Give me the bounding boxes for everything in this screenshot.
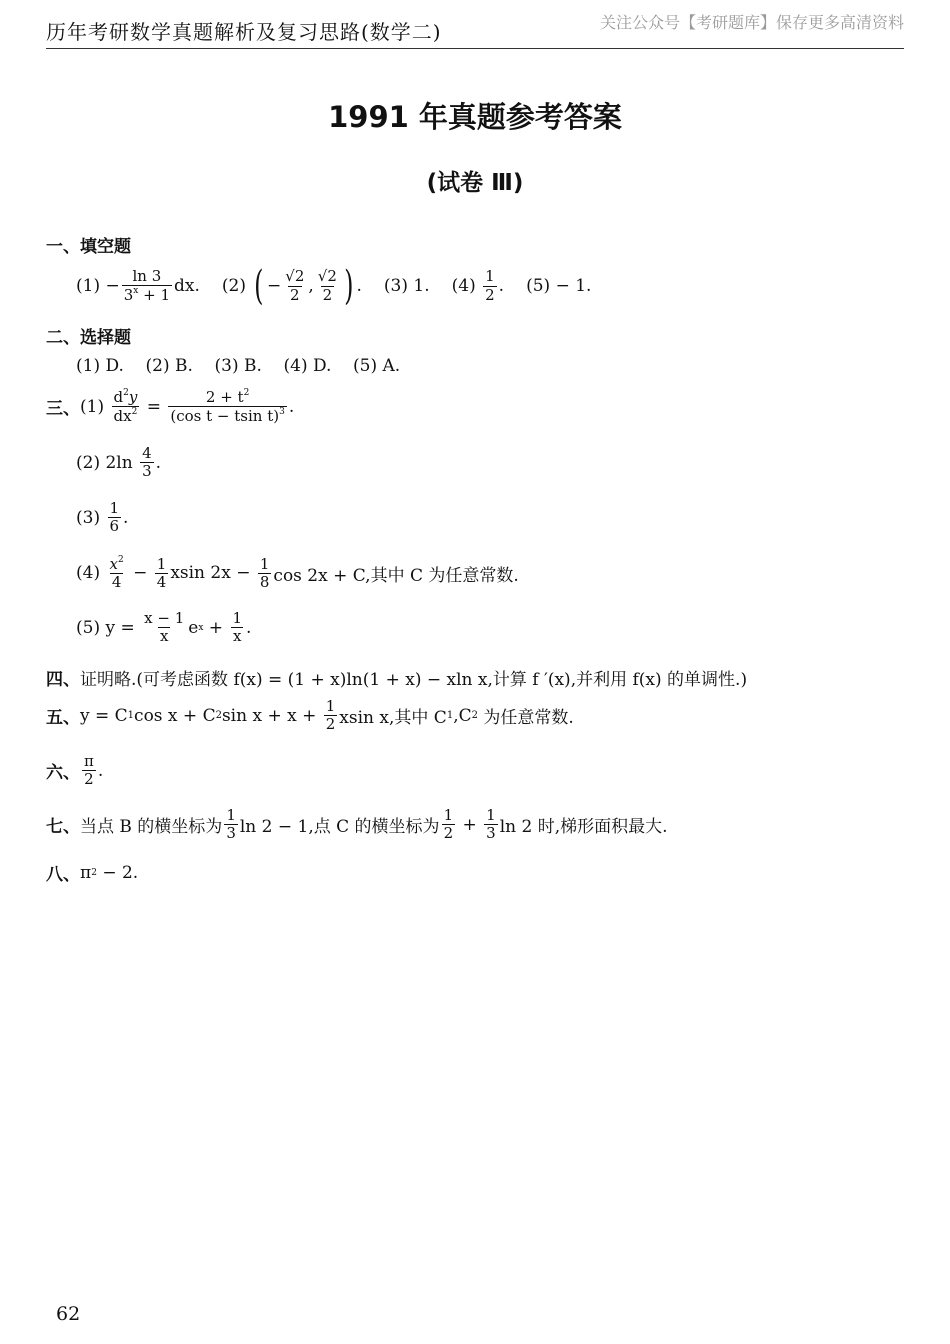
- part8-answer: 八、 π 2 − 2.: [46, 862, 139, 885]
- part3-q1: 三、 (1) $\frac{d^2y}{dx^2}$ = $\frac{2 + t^2}{(\cos t - tsin t)^3}$ .: [46, 388, 295, 426]
- book-title: 历年考研数学真题解析及复习思路(数学二): [46, 20, 442, 44]
- part3-q4: (4) $\frac{x^2}{4}$ − $\frac{1}{4}$ xsin 2x − $\frac{1}{8}$ cos 2x + C,其中 C 为任意常数.: [76, 554, 519, 592]
- watermark: 关注公众号【考研题库】保存更多高清资料: [599, 13, 904, 32]
- part3-q3: (3) $\frac{1}{6}$ .: [76, 499, 129, 536]
- part6-answer: 六、 $\frac{\pi}{2}$ .: [46, 752, 104, 789]
- section-heading-fill-blank: 一、填空题: [46, 237, 131, 257]
- header-divider: [46, 48, 904, 49]
- page-number: 62: [56, 1303, 81, 1325]
- page-subtitle: (试卷 Ⅲ): [426, 170, 524, 196]
- page-title: 1991 年真题参考答案: [328, 100, 622, 134]
- part3-q2: (2) 2ln $\frac{4}{3}$ .: [76, 444, 162, 481]
- fraction: $\frac{\ln 3}{3^x + 1}$: [123, 266, 171, 304]
- fill-blank-answers: (1) − $\frac{\ln 3}{3^x + 1}$ dx. (2) ( − $\frac{√2}{2}$ , $\frac{√2}{2}$ ) . (3) 1. (4) $\frac{1}{2}$ . (5) − 1.: [76, 263, 592, 309]
- section-heading-choice: 二、选择题: [46, 328, 131, 348]
- part4-proof: 四、 证明略.(可考虑函数 f(x) = (1 + x)ln(1 + x) − xln x,计算 f ′(x),并利用 f(x) 的单调性.): [46, 670, 748, 690]
- part5-solution: 五、 y = C 1 cos x + C 2 sin x + x + $\frac{1}{2}$ xsin x,其中 C 1 ,C 2 为任意常数.: [46, 697, 574, 734]
- choice-answers: (1) D. (2) B. (3) B. (4) D. (5) A.: [76, 356, 401, 376]
- part3-q5: (5) y = $\frac{x - 1}{x}$ e x + $\frac{1}{x}$ .: [76, 609, 252, 646]
- part7-answer: 七、 当点 B 的横坐标为 $\frac{1}{3}$ ln 2 − 1,点 C 的横坐标为 $\frac{1}{2}$ + $\frac{1}{3}$ ln 2 时,梯形面积最大.: [46, 806, 668, 843]
